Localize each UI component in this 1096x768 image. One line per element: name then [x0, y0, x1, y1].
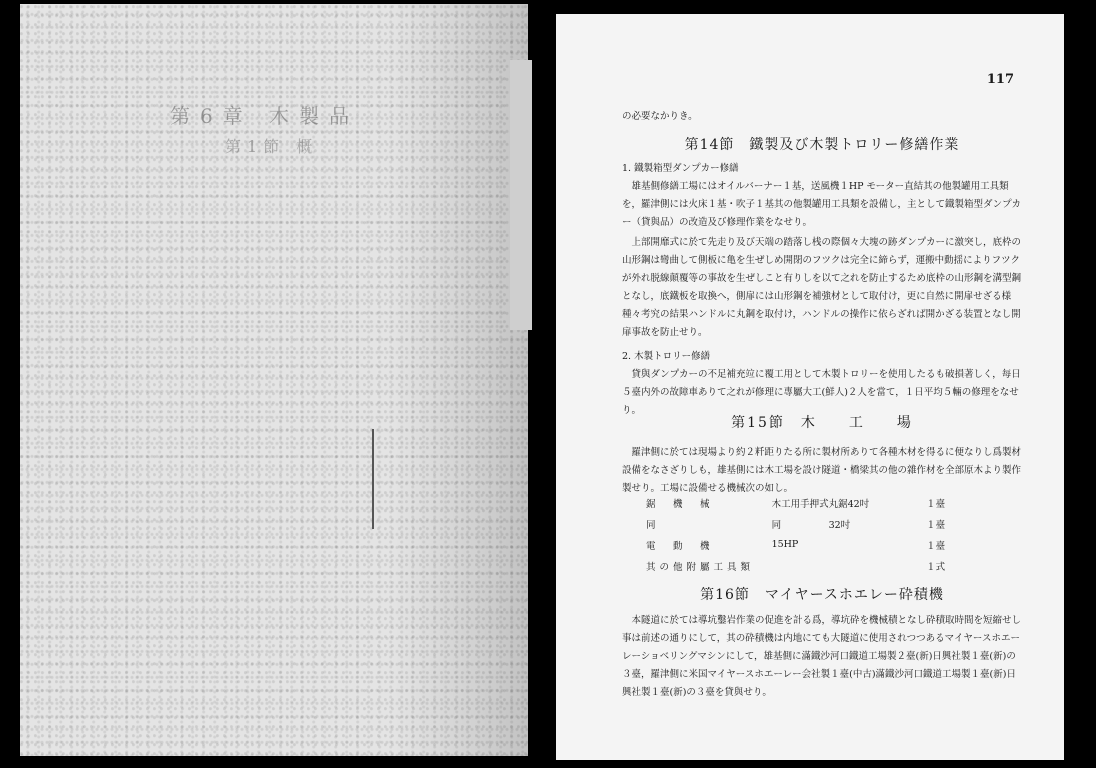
- table-row: [646, 534, 966, 555]
- subsection-2-heading: 2. 木製トロリー修繕: [622, 351, 711, 362]
- pencil-mark: [372, 429, 374, 529]
- bleed-through-subtitle: 第1節 概: [225, 137, 319, 156]
- page-number: 117: [986, 72, 1014, 87]
- continuation-text: の必要なかりき。: [622, 111, 698, 122]
- subsection-1-heading: 1. 鐵製箱型ダンプカー修繕: [622, 163, 739, 174]
- equipment-spec: 同 32吋: [771, 519, 851, 531]
- equipment-table: [646, 492, 966, 576]
- table-row: [646, 555, 966, 576]
- table-row: [646, 513, 966, 534]
- equipment-spec: 15HP: [771, 539, 799, 550]
- equipment-spec: [772, 555, 906, 576]
- equipment-name: 電 動 機: [646, 540, 714, 552]
- equipment-name: 同: [646, 519, 660, 531]
- equipment-qty: １臺: [926, 498, 946, 510]
- table-row: [646, 492, 966, 513]
- equipment-qty: １臺: [926, 519, 946, 531]
- section-14-title: 第14節 鐵製及び木製トロリー修繕作業: [684, 137, 960, 153]
- page-fold-shadow: [390, 4, 528, 756]
- equipment-name: 其の他附屬工具類: [646, 561, 755, 573]
- paragraph-4: 羅津側に於ては現場より約２粁距りたる所に製材所ありて各種木材を得るに便なりし爲製材設備をなさざりしも，雄基側には木工場を設け隧道・橋梁其の他の雜作材を全部原木より製作製せり。工場に設備せる機械次の如し。: [622, 447, 1022, 494]
- page-edge-tab: [510, 60, 532, 330]
- section-15-title: 第15節 木 工 場: [731, 415, 913, 431]
- paragraph-5: 本隧道に於ては導坑鑿岩作業の促進を計る爲，導坑砕を機械積となし砕積取時間を短縮せし事は前述の通りにして，其の砕積機は内地にても大隧道に使用されつつあるマイヤースホエーレーショベリングマシンにして，雄基側に滿鐵沙河口鐵道工場製２臺(新)日興社製１臺(新)の３臺，羅津側に米国マイヤースホエーレー会社製１臺(中古)滿鐵沙河口鐵道工場製１臺(新)日興社製１臺(新)の３臺を貸與せり。: [622, 615, 1022, 698]
- bleed-through-title: 第6章 木製品: [170, 104, 360, 128]
- right-page: [556, 14, 1064, 760]
- paragraph-3: 貸與ダンプカーの不足補充竝に覆工用として木製トロリーを使用したるも破損著しく，每日５臺内外の故障車ありて之れが修理に專屬大工(鮮人)２人を當て，１日平均５輛の修理をなせり。: [622, 369, 1021, 416]
- paragraph-2: 上部開靡式に於て先走り及び天端の踏落し桟の際個々大塊の跡ダンプカーに激突し，底枠の山形鋼は彎曲して側板に亀を生ぜしめ開閉のフツクは完全に締らず，運搬中動揺によりフツクが外れ脱線顛覆等の事故を生ぜしこと有りしを以て之れを防止するため底枠の山形鋼を溝型鋼となし，底鐵板を取換へ，側扉には山形鋼を補強材として取付け，更に自然に開扉せざる様種々考究の結果ハンドルに丸鋼を取付け，ハンドルの操作に依らざれば開かざる装置となし開扉事故を防止せり。: [622, 237, 1022, 338]
- equipment-spec: 木工用手押式丸鋸42吋: [771, 498, 870, 510]
- section-16-title: 第16節 マイヤースホエレー砕積機: [700, 587, 944, 603]
- left-page: [20, 4, 528, 756]
- equipment-name: 鋸 機 械: [646, 498, 714, 510]
- equipment-qty: １臺: [926, 540, 946, 552]
- equipment-qty: １式: [926, 561, 946, 573]
- paragraph-1: 雄基側修繕工場にはオイルバーナー１基，送風機１HP モーター直結其の他製罐用工具類を，羅津側には火床１基・吹子１基其の他製罐用工具類を設備し，主として鐵製箱型ダンプカー（貸與品）の改造及び修理作業をなせり。: [622, 181, 1022, 228]
